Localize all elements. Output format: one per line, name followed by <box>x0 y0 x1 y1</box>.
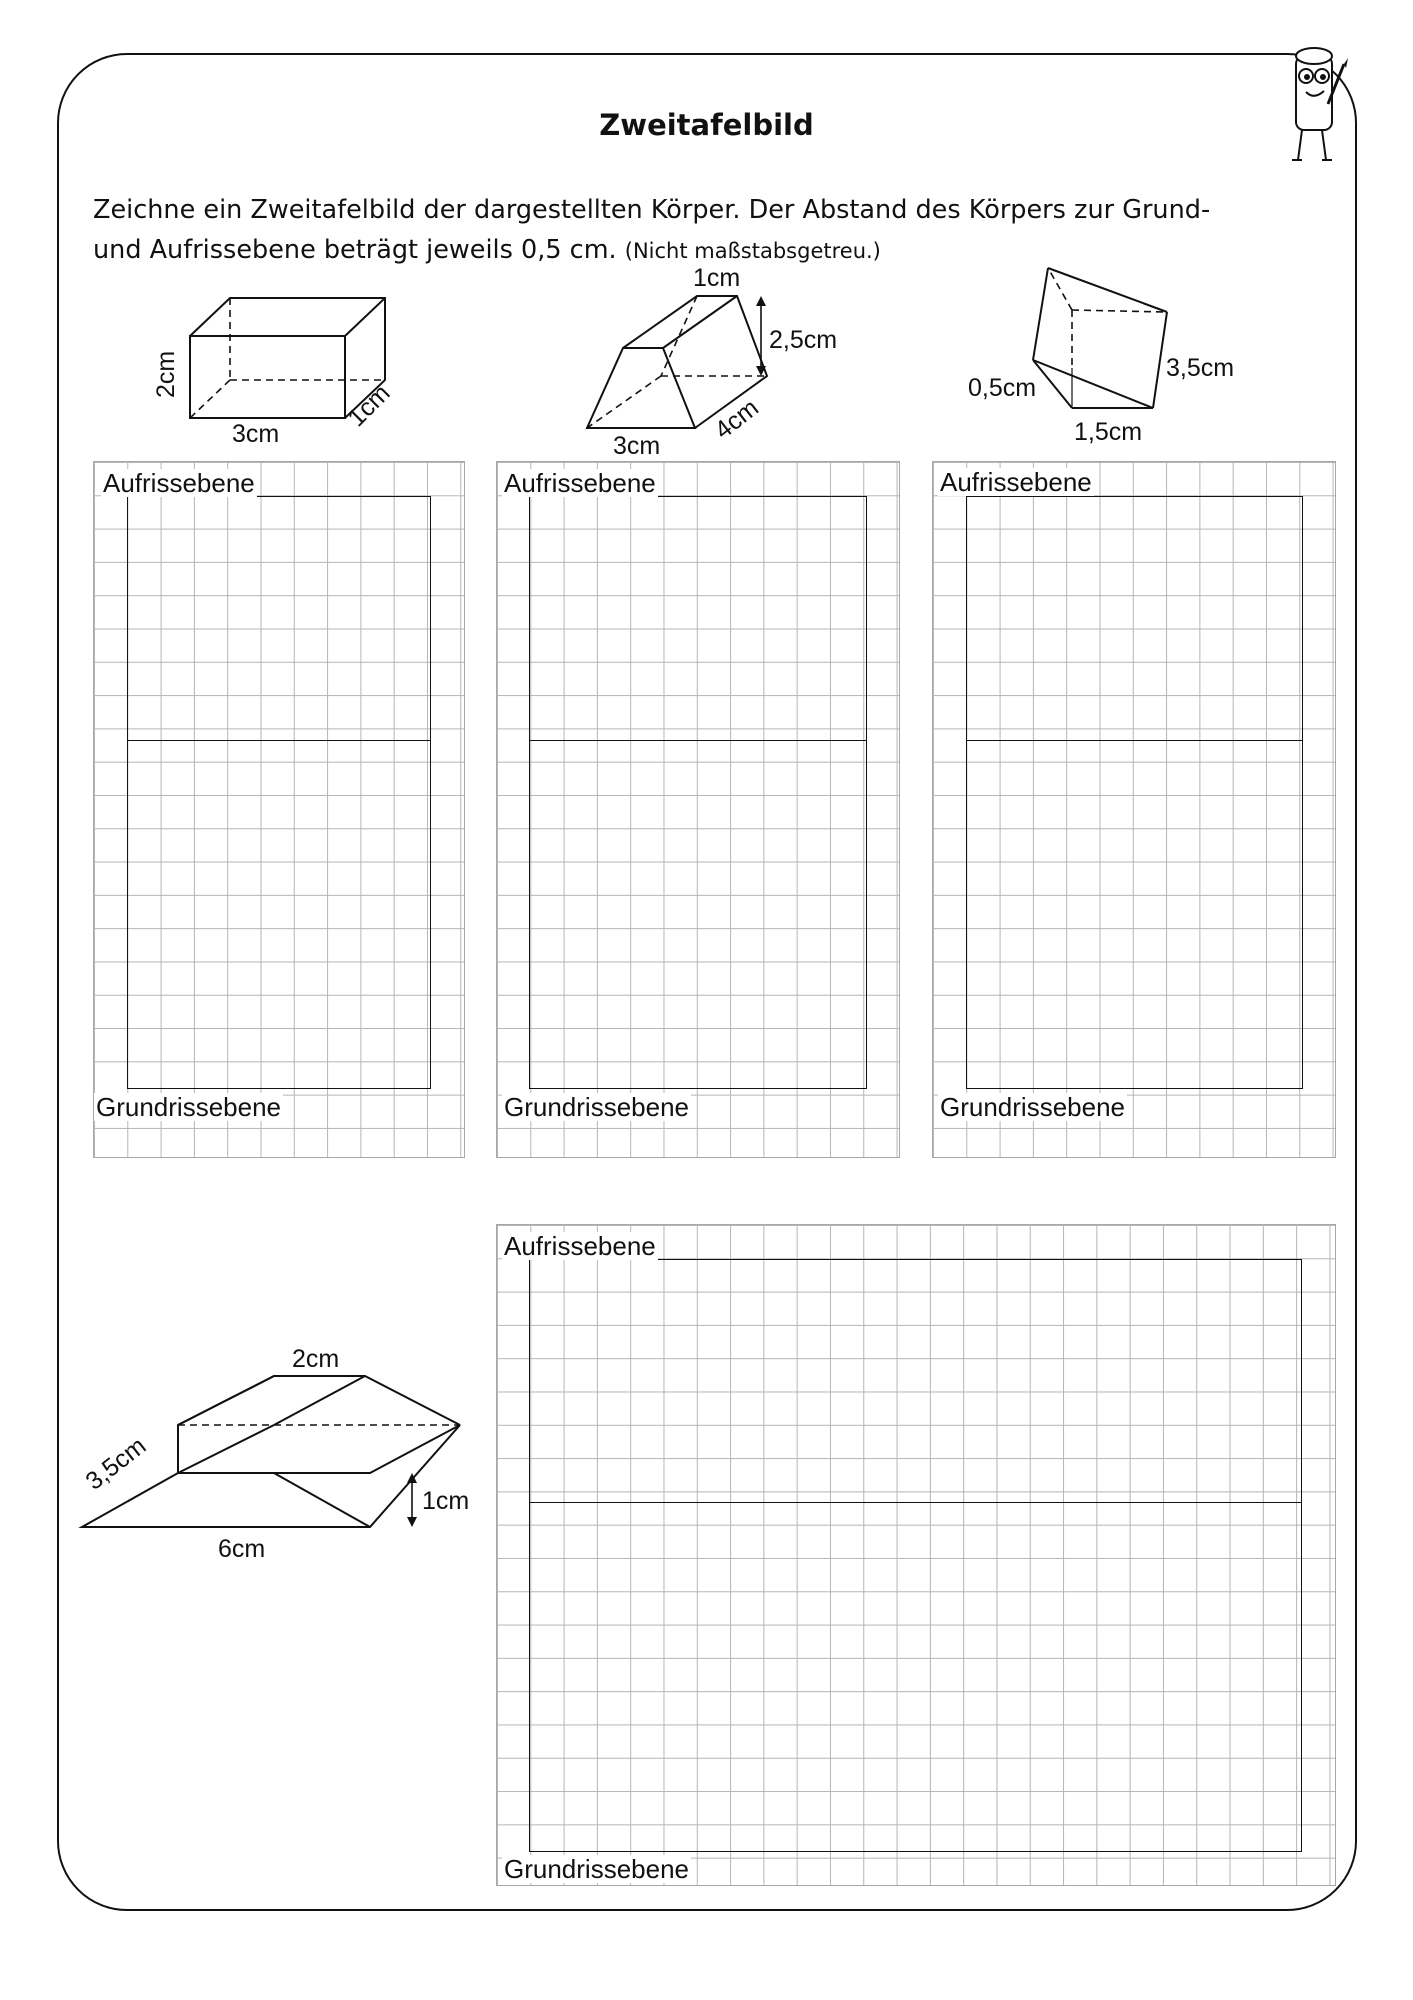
front-plane-label-3: Aufrissebene <box>940 467 1092 497</box>
drawing-frame-2 <box>529 496 867 1089</box>
roof-top-label: 2cm <box>292 1345 340 1373</box>
axis-line-1 <box>127 740 431 741</box>
trapezoid-depth-label: 4cm <box>709 393 764 445</box>
triangle-prism-figure <box>960 260 1260 450</box>
triangle-left-label: 0,5cm <box>968 374 1037 402</box>
cuboid-width-label: 3cm <box>232 420 280 448</box>
front-plane-label-1: Aufrissebene <box>103 468 255 498</box>
instruction-text <box>93 190 1323 271</box>
trapezoid-height-label: 2,5cm <box>769 326 838 354</box>
drawing-frame-1 <box>127 496 431 1089</box>
cuboid-height-label: 2cm <box>152 350 180 398</box>
top-plane-label-1: Grundrissebene <box>96 1092 281 1122</box>
roof-prism-figure <box>60 1345 480 1563</box>
trapezoid-prism-figure <box>575 264 875 460</box>
front-plane-label-2: Aufrissebene <box>504 468 656 498</box>
instruction-line-2: und Aufrissebene beträgt jeweils 0,5 cm. <box>93 235 617 265</box>
cuboid-figure <box>140 290 430 450</box>
triangle-base-label: 1,5cm <box>1074 418 1143 446</box>
roof-slant-label: 3,5cm <box>80 1431 152 1496</box>
axis-line-3 <box>966 740 1303 741</box>
cuboid-depth-label: 1cm <box>342 379 396 433</box>
worksheet-title: Zweitafelbild <box>599 108 814 142</box>
top-plane-label-3: Grundrissebene <box>940 1092 1125 1122</box>
drawing-frame-4 <box>529 1259 1302 1852</box>
roof-base-label: 6cm <box>218 1535 266 1563</box>
trapezoid-base-label: 3cm <box>613 432 661 460</box>
pencil-mascot-icon <box>1282 36 1352 166</box>
top-plane-label-2: Grundrissebene <box>504 1092 689 1122</box>
drawing-frame-3 <box>966 496 1303 1089</box>
instruction-line-1: Zeichne ein Zweitafelbild der dargestellten Körper. Der Abstand des Körpers zur Grund- <box>93 195 1211 225</box>
top-plane-label-4: Grundrissebene <box>504 1854 689 1884</box>
trapezoid-top-label: 1cm <box>693 264 741 292</box>
roof-height-label: 1cm <box>422 1487 470 1515</box>
front-plane-label-4: Aufrissebene <box>504 1231 656 1261</box>
axis-line-2 <box>529 740 867 741</box>
axis-line-4 <box>529 1502 1302 1503</box>
triangle-right-label: 3,5cm <box>1166 354 1235 382</box>
instruction-note: (Nicht maßstabsgetreu.) <box>624 239 881 263</box>
